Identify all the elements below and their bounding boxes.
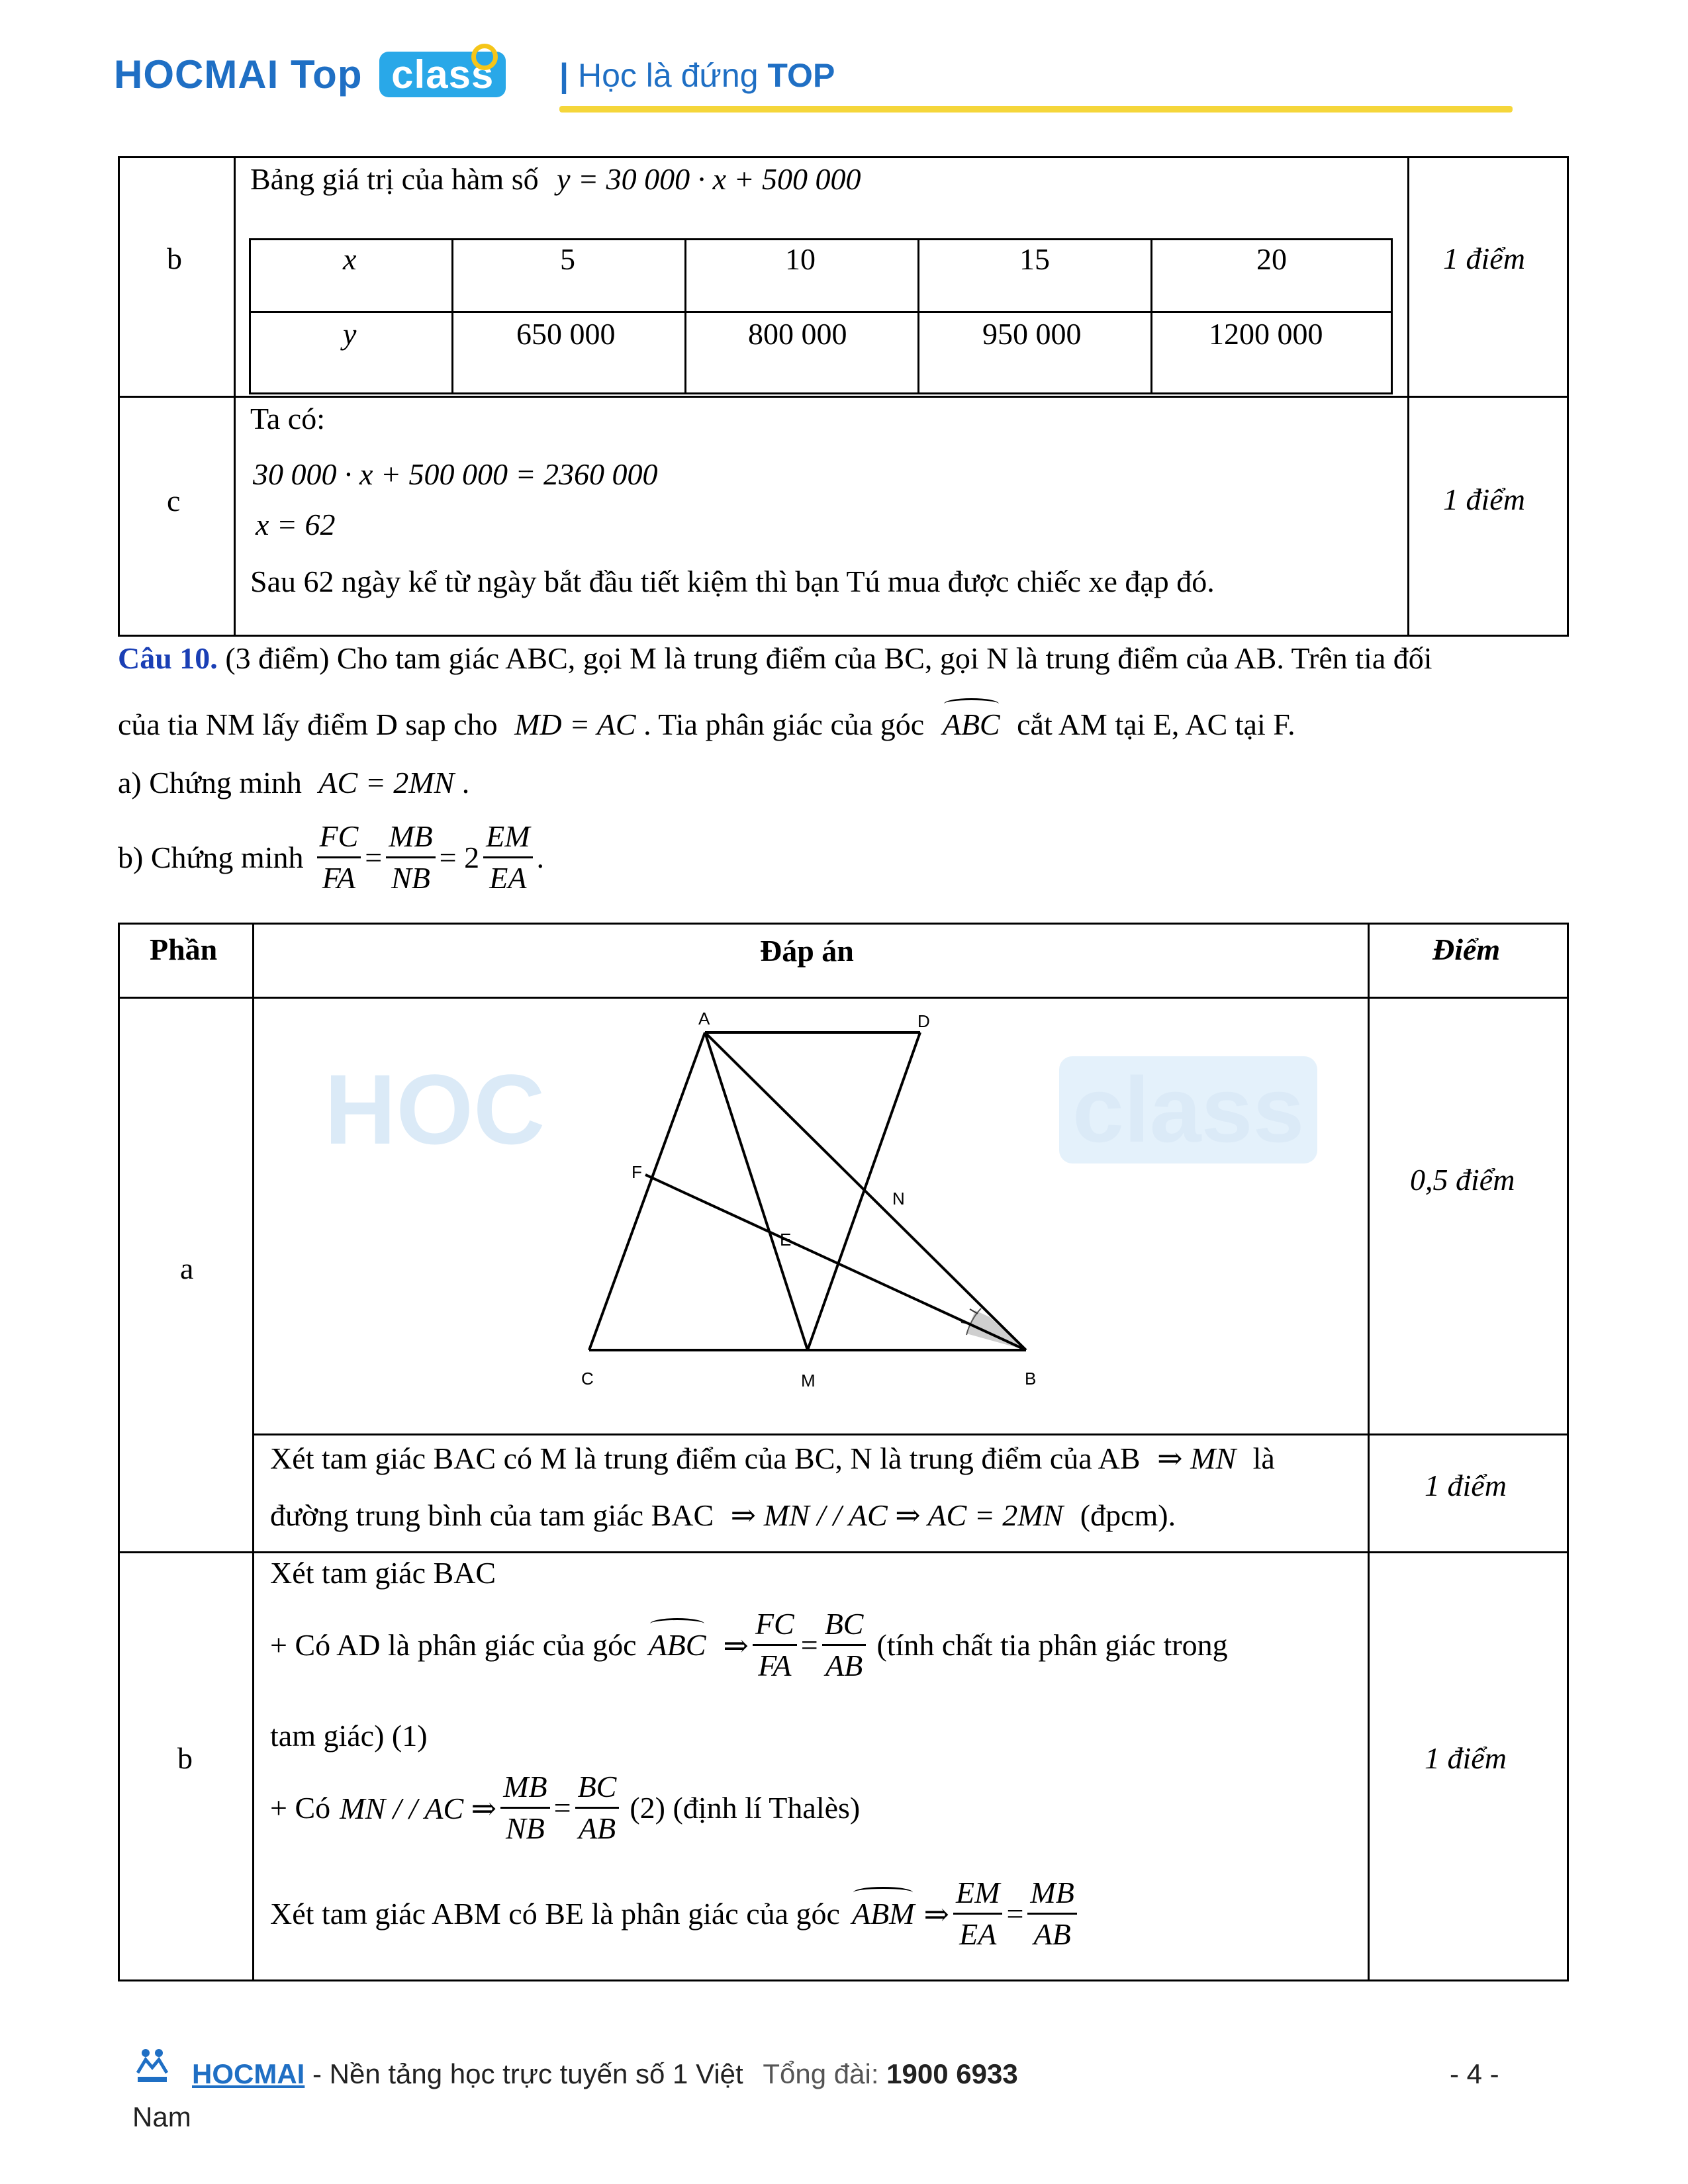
table1-part-c: c xyxy=(167,484,181,518)
table1-c-equation: 30 000 · x + 500 000 = 2360 000 xyxy=(253,457,658,491)
value-table-y-cell: 650 000 xyxy=(516,317,616,351)
table1-c-solution: x = 62 xyxy=(256,508,336,541)
function-formula: y = 30 000 · x + 500 000 xyxy=(557,162,861,196)
triangle-figure xyxy=(569,1006,1112,1403)
value-table-y-cell: 950 000 xyxy=(982,317,1082,351)
question-10-line2: của tia NM lấy điểm D sap cho MD = AC . Tia phân giác của góc ABC cắt AM tại E, AC tại F. xyxy=(118,707,1295,741)
point-label-d: D xyxy=(917,1011,930,1031)
logo-brand-text: HOCMAI xyxy=(114,52,279,97)
question-10-part-a: a) Chứng minh AC = 2MN . xyxy=(118,766,470,799)
header-underline xyxy=(559,106,1513,113)
segment-ab xyxy=(705,1032,1026,1350)
value-table-col-line xyxy=(684,238,686,394)
value-table-x-label: x xyxy=(343,242,357,276)
value-table-y-cell: 800 000 xyxy=(748,317,847,351)
value-table-x-cell: 20 xyxy=(1256,242,1287,276)
watermark-left: HOC xyxy=(324,1054,545,1165)
point-label-n: N xyxy=(892,1189,905,1208)
point-label-c: C xyxy=(581,1369,594,1388)
table2-col-divider-1 xyxy=(252,923,254,1981)
table2-header-divider xyxy=(118,997,1569,999)
value-table-y-cell: 1200 000 xyxy=(1209,317,1323,351)
proof-b-line5: Xét tam giác ABM có BE là phân giác của góc ABM ⇒ $\frac{EM}{EA}$ = $\frac{MB}{AB}$ xyxy=(270,1873,1081,1954)
table1-part-b: b xyxy=(167,242,182,275)
value-table-x-cell: 5 xyxy=(560,242,575,276)
value-table-y-label: y xyxy=(343,317,357,351)
question-10-part-b: b) Chứng minh $\frac{FC}{FA}$ = $\frac{MB}{NB}$ = 2 $\frac{EM}{EA}$ . xyxy=(118,817,544,898)
table1-b-intro: Bảng giá trị của hàm số y = 30 000 · x + 500 000 xyxy=(250,162,861,196)
footer-hotline: 1900 6933 xyxy=(886,2058,1018,2089)
proof-a-line1: Xét tam giác BAC có M là trung điểm của BC, N là trung điểm của AB ⇒ MN là xyxy=(270,1441,1275,1475)
value-table-col-line xyxy=(451,238,453,394)
page-number: - 4 - xyxy=(1450,2058,1499,2089)
table1-row-divider xyxy=(118,396,1569,398)
proof-a-line2: đường trung bình của tam giác BAC ⇒ MN / / AC ⇒ AC = 2MN (đpcm). xyxy=(270,1498,1176,1532)
table2-part-a: a xyxy=(180,1251,194,1285)
segment-ac xyxy=(589,1032,705,1350)
table2-head-score: Điểm xyxy=(1432,933,1501,966)
point-label-e: E xyxy=(780,1230,792,1250)
proof-b-line2: + Có AD là phân giác của góc ABC ⇒ $\frac{FC}{FA}$ = $\frac{BC}{AB}$ (tính chất tia phân giác trong xyxy=(270,1604,1228,1686)
table2-row-a-split xyxy=(252,1433,1569,1435)
logo-class-badge: class xyxy=(379,52,506,97)
footer-text: HOCMAI - Nền tảng học trực tuyến số 1 Việt Tổng đài: 1900 6933 xyxy=(192,2058,1018,2089)
table1-c-conclusion: Sau 62 ngày kể từ ngày bắt đầu tiết kiệm thì bạn Tú mua được chiếc xe đạp đó. xyxy=(250,565,1215,598)
point-label-f: F xyxy=(632,1162,642,1182)
segment-fb xyxy=(645,1175,1026,1350)
logo-gear-icon xyxy=(471,44,498,70)
table2-head-answer: Đáp án xyxy=(760,934,854,968)
footer-logo-icon xyxy=(132,2046,172,2086)
segment-am xyxy=(705,1032,808,1350)
question-10-line1: Câu 10. (3 điểm) Cho tam giác ABC, gọi M là trung điểm của BC, gọi N là trung điểm của AB. Trên tia đối xyxy=(118,641,1432,675)
point-label-b: B xyxy=(1025,1369,1037,1388)
proof-b-line4: + Có MN / / AC ⇒ $\frac{MB}{NB}$ = $\frac{BC}{AB}$ (2) (định lí Thalès) xyxy=(270,1767,860,1848)
brand-logo xyxy=(114,52,506,97)
proof-b-line1: Xét tam giác BAC xyxy=(270,1556,496,1590)
point-label-a: A xyxy=(698,1009,710,1028)
table2-col-divider-2 xyxy=(1368,923,1370,1981)
proof-b-score: 1 điểm xyxy=(1425,1741,1507,1775)
header-tagline: | Học là đứng TOP xyxy=(559,57,835,94)
question-label: Câu 10. xyxy=(118,641,218,675)
value-table-row-line xyxy=(249,311,1393,313)
value-table-x-cell: 15 xyxy=(1019,242,1050,276)
value-table-col-line xyxy=(917,238,919,394)
watermark-right: class xyxy=(1059,1056,1317,1163)
proof-a-score: 1 điểm xyxy=(1425,1469,1507,1502)
table2-part-b: b xyxy=(177,1741,193,1775)
footer-wrap-text: Nam xyxy=(132,2101,191,2132)
proof-b-line3: tam giác) (1) xyxy=(270,1719,428,1752)
point-label-m: M xyxy=(801,1371,816,1390)
value-table-x-cell: 10 xyxy=(785,242,816,276)
table1-c-score: 1 điểm xyxy=(1443,482,1525,516)
footer-brand-link[interactable]: HOCMAI xyxy=(192,2058,305,2089)
value-table-col-line xyxy=(1150,238,1152,394)
table1-b-score: 1 điểm xyxy=(1443,242,1525,275)
table2-row-divider xyxy=(118,1551,1569,1553)
figure-score: 0,5 điểm xyxy=(1410,1163,1515,1197)
table2-head-part: Phần xyxy=(150,933,218,966)
table1-c-line1: Ta có: xyxy=(250,402,326,435)
logo-top-text: Top xyxy=(290,52,363,97)
